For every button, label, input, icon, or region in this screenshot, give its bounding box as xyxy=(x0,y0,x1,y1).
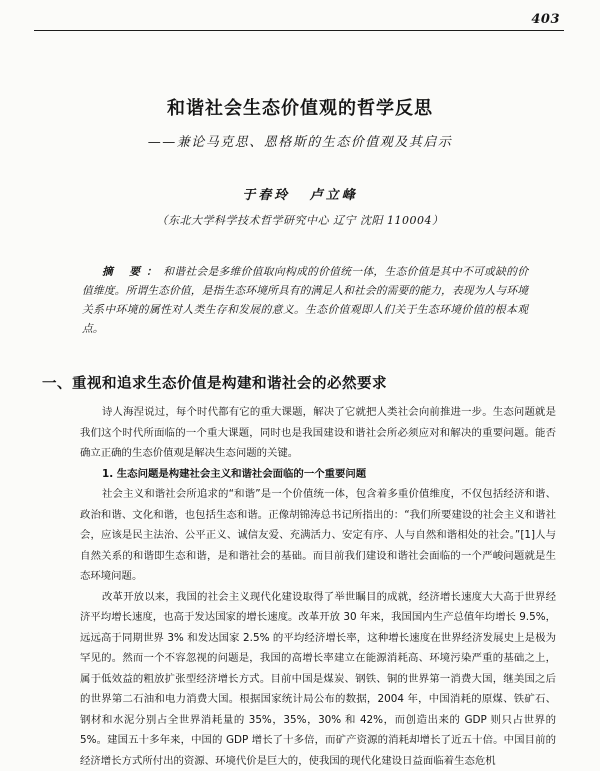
body-text xyxy=(80,402,556,771)
abstract-label: 摘 要： xyxy=(102,265,163,278)
affiliation: （东北大学科学技术哲学研究中心 辽宁 沈阳 110004） xyxy=(0,212,600,228)
paper-subtitle: ——兼论马克思、恩格斯的生态价值观及其启示 xyxy=(0,131,600,150)
paragraph: 诗人海涅说过，每个时代都有它的重大课题，解决了它就把人类社会向前推进一步。生态问题就是我们这个时代所面临的一个重大课题，同时也是我国建设和谐社会所必须应对和解决的重要问题。能否确立正确的生态价值观是解决生态问题的关键。 xyxy=(80,402,556,464)
abstract xyxy=(82,262,528,338)
subsection-heading: 1. 生态问题是构建社会主义和谐社会面临的一个重要问题 xyxy=(80,464,556,485)
paragraph: 改革开放以来，我国的社会主义现代化建设取得了举世瞩目的成就，经济增长速度大大高于世界经济平均增长速度，也高于发达国家的增长速度。改革开放 30 年来，我国国内生产总值年均增长 9.5%，远远高于同期世界 3% 和发达国家 2.5% 的平均经济增长率，这种增长速度在世界经济发展史上是极为罕见的。然而一个不容忽视的问题是，我国的高增长率建立在能源消耗高、环境污染严重的基础之上，属于低效益的粗放扩张型经济增长方式。目前中国是煤炭、钢铁、铜的世界第一消费大国，继美国之后的世界第二石油和电力消费大国。根据国家统计局公布的数据，2004 年，中国消耗的原煤、铁矿石、钢材和水泥分别占全世界消耗量的 35%，35%，30% 和 42%，而创造出来的 GDP 则只占世界的 5%。建国五十多年来，中国的 GDP 增长了十多倍，而矿产资源的消耗却增长了近五十倍。中国目前的经济增长方式所付出的资源、环境代价是巨大的，使我国的现代化建设日益面临着生态危机 xyxy=(80,587,556,771)
paper-title: 和谐社会生态价值观的哲学反思 xyxy=(0,94,600,120)
authors: 于春玲 卢立峰 xyxy=(0,184,600,203)
section-heading: 一、重视和追求生态价值是构建和谐社会的必然要求 xyxy=(42,372,387,393)
header-rule xyxy=(34,30,564,31)
abstract-text: 和谐社会是多维价值取向构成的价值统一体，生态价值是其中不可或缺的价值维度。所谓生态价值，是指生态环境所具有的满足人和社会的需要的能力，表现为人与环境关系中环境的属性对人类生存和发展的意义。生态价值观即人们关于生态环境价值的根本观点。 xyxy=(82,265,528,335)
page-number: 403 xyxy=(531,12,560,27)
paragraph: 社会主义和谐社会所追求的“和谐”是一个价值统一体，包含着多重价值维度，不仅包括经济和谐、政治和谐、文化和谐，也包括生态和谐。正像胡锦涛总书记所指出的：“我们所要建设的社会主义和谐社会，应该是民主法治、公平正义、诚信友爱、充满活力、安定有序、人与自然和谐相处的社会。”[1]人与自然关系的和谐即生态和谐，是和谐社会的基础。而目前我们建设和谐社会面临的一个严峻问题就是生态环境问题。 xyxy=(80,484,556,587)
